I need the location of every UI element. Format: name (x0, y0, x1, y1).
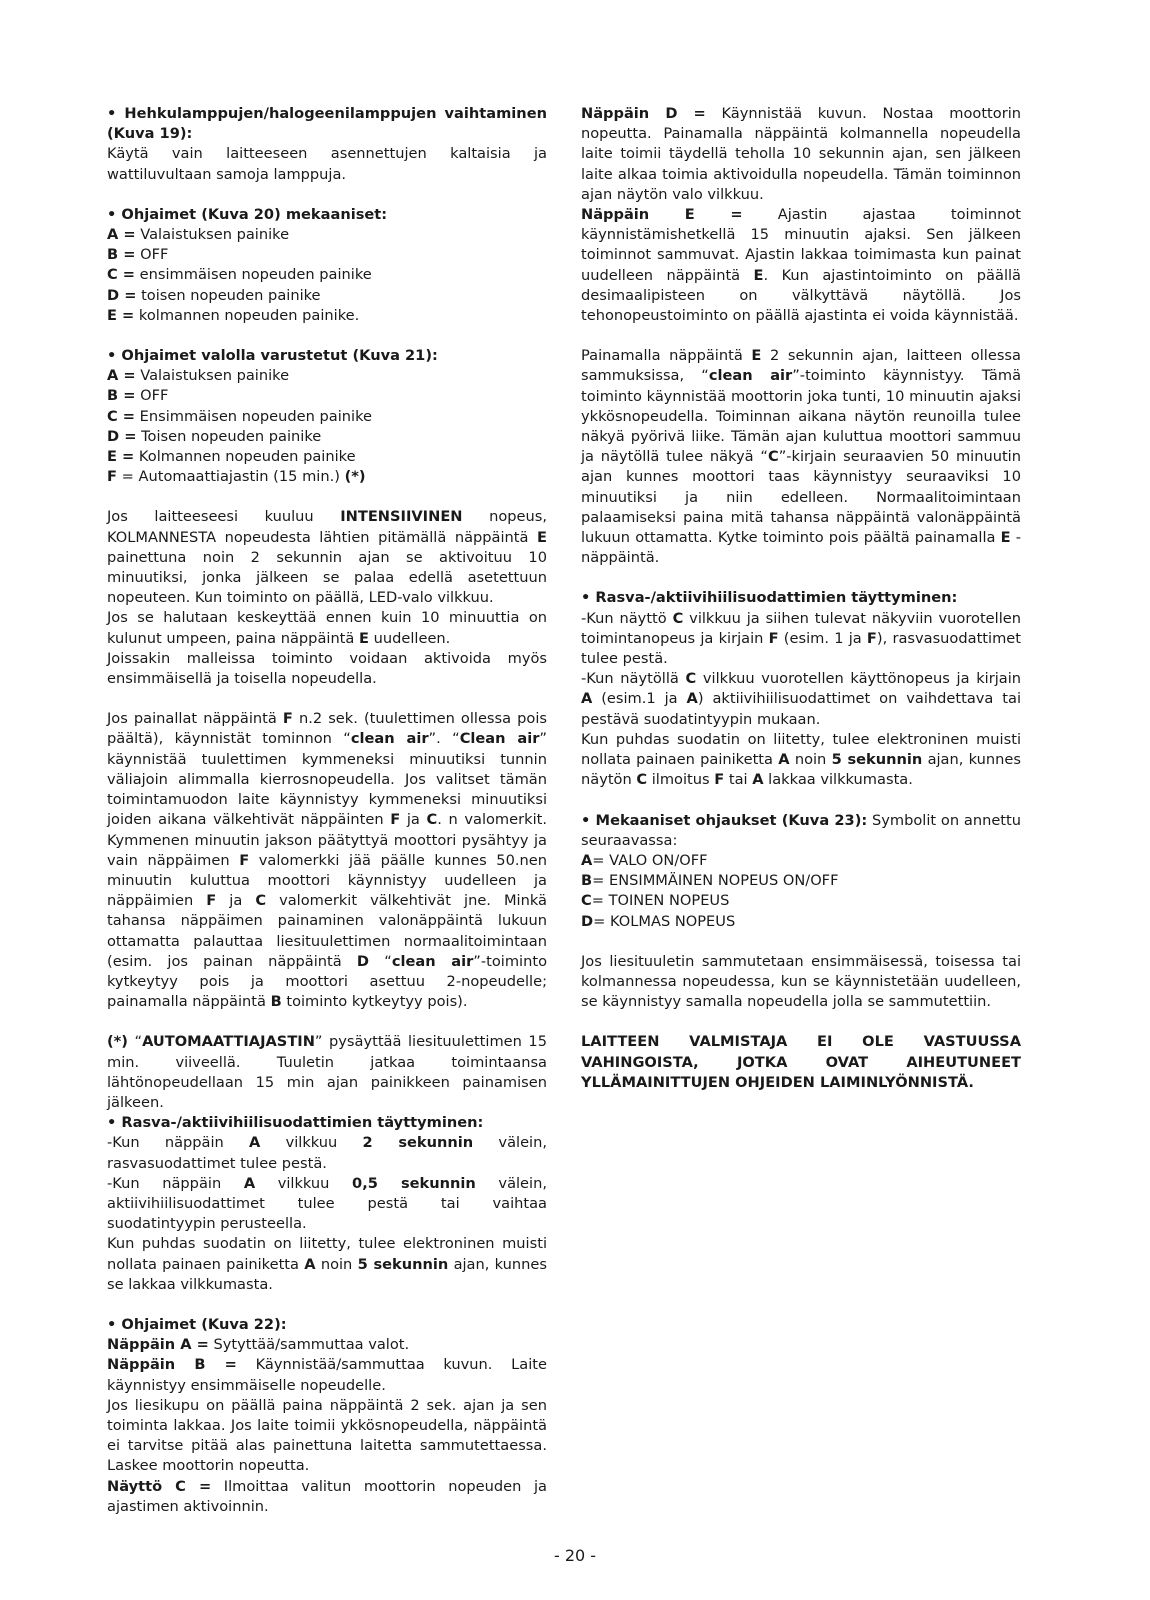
page-number: - 20 - (553, 1546, 597, 1565)
text-run: Ajastin ajastaa toiminnot käynnistämishetkellä 15 minuutin ajaksi. Sen jälkeen toiminnot sammuvat. Ajastin lakkaa toimimasta kun painat uudelleen näppäintä (581, 206, 1021, 284)
bold-text: (*) (107, 1033, 128, 1051)
text-run: ), rasvasuodattimet tulee pestä. (581, 629, 1021, 668)
item-key: D (581, 912, 594, 930)
text-run: ja (216, 892, 256, 910)
left-column (107, 104, 547, 1517)
text-run: tai (724, 771, 753, 789)
list-item (581, 912, 1021, 932)
list-item (107, 306, 547, 326)
item-value: Valaistuksen painike (135, 367, 290, 385)
item-key: A = (107, 367, 136, 385)
text-run: ilmoitus (647, 771, 715, 789)
item-key: C = (107, 407, 136, 425)
item-key: B = (107, 387, 136, 405)
bold-text: Näppäin A = (107, 1336, 209, 1354)
paragraph (107, 1174, 547, 1235)
section-heading: • Rasva-/aktiivihiilisuodattimien täyttyminen: (581, 589, 958, 607)
text-run: Symbolit on annettu seuraavassa: (581, 811, 1021, 849)
bold-text: C (255, 892, 267, 910)
item-value: = VALO ON/OFF (592, 851, 708, 869)
list-item (581, 871, 1021, 891)
control-list (107, 366, 547, 487)
paragraph (107, 507, 547, 608)
text-run: -Kun näppäin (107, 1134, 250, 1152)
bold-text: Näyttö C = (107, 1477, 212, 1495)
list-item (107, 467, 547, 487)
item-key: E = (107, 306, 135, 324)
paragraph (581, 346, 1021, 568)
text-run: (esim. 1 ja (778, 629, 867, 647)
text-run: Jos painallat näppäintä (107, 710, 283, 728)
text-run: Käynnistää/sammuttaa kuvun. Laite käynnistyy ensimmäiselle nopeudelle. (107, 1356, 547, 1394)
paragraph (107, 608, 547, 648)
bold-text: F (714, 771, 725, 789)
item-key: C = (107, 266, 136, 284)
text-run: valomerkit välkehtivät jne. Minkä tahansa näppäimen painaminen valonäppäintä lukuun ottamatta palauttaa liesituulettimen normaalitoimintaan (esim. jos painan näppäintä (107, 892, 548, 970)
text-run: ”-toiminto käynnistyy. Tämä toiminto käynnistää moottorin joka tunti, 10 minuutin ajaksi ykkösnopeudella. Toiminnan aikana näytön reunoilla tulee näkyä pyörivä liike. Tämän ajan kuluttua moottori sammuu ja näytöllä tulee näkyä “ (581, 367, 1022, 466)
text-run: -Kun näyttö (581, 609, 673, 627)
item-key: B = (107, 246, 136, 264)
item-value: Kolmannen nopeuden painike (134, 448, 356, 466)
bold-text: E (537, 528, 547, 546)
item-key: D = (107, 427, 137, 445)
text-run: “ (369, 952, 392, 970)
item-value: ensimmäisen nopeuden painike (135, 266, 372, 284)
text-run: -Kun näytöllä (581, 670, 686, 688)
item-value: Valaistuksen painike (135, 226, 290, 244)
paragraph (107, 1335, 547, 1355)
section-heading: • Ohjaimet (Kuva 20) mekaaniset: (107, 205, 388, 223)
bold-text: E (359, 629, 369, 647)
item-value: kolmannen nopeuden painike. (134, 306, 360, 324)
paragraph (581, 730, 1021, 791)
bold-text: A (304, 1255, 316, 1273)
text-run: vilkkuu (255, 1174, 353, 1192)
bold-text: AUTOMAATTIAJASTIN (142, 1033, 315, 1051)
paragraph (107, 1477, 547, 1517)
bold-text: C (767, 448, 779, 466)
text-run: nopeus, KOLMANNESTA nopeudesta lähtien pitämällä näppäintä (107, 508, 547, 546)
paragraph (107, 1133, 547, 1173)
item-value: = TOINEN NOPEUS (591, 892, 730, 910)
bold-text: A (249, 1134, 261, 1152)
bold-text: INTENSIIVINEN (340, 508, 463, 526)
text-run: “ (127, 1033, 143, 1051)
text-run: ajan, kunnes se lakkaa vilkkumasta. (107, 1255, 547, 1293)
text-run: toiminto kytkeytyy pois). (281, 993, 468, 1011)
right-column (581, 104, 1021, 1093)
text-run: noin (315, 1255, 358, 1273)
paragraph (107, 1396, 547, 1477)
bold-text: F (282, 710, 293, 728)
item-value: Ensimmäisen nopeuden painike (135, 407, 372, 425)
list-item (107, 407, 547, 427)
symbol-list (581, 851, 1021, 932)
text-run: ” pysäyttää liesituulettimen 15 min. viiveellä. Tuuletin jatkaa toimintaansa lähtönopeudellaan 15 min ajan painikkeen painamisen jälkeen. (107, 1033, 547, 1111)
list-item (107, 245, 547, 265)
list-item (107, 286, 547, 306)
text-run: 2 sekunnin ajan, laitteen ollessa sammuksissa, “ (581, 347, 1021, 385)
text-run: Sytyttää/sammuttaa valot. (208, 1336, 410, 1354)
bold-text: A (752, 771, 764, 789)
list-item (107, 366, 547, 386)
bold-text: 5 sekunnin (831, 751, 923, 769)
item-value: = Automaattiajastin (15 min.) (116, 468, 345, 486)
item-key: D = (107, 286, 137, 304)
item-value: = ENSIMMÄINEN NOPEUS ON/OFF (592, 872, 839, 890)
list-item (107, 265, 547, 285)
section-heading: • Ohjaimet (Kuva 22): (107, 1315, 287, 1333)
paragraph: Käytä vain laitteeseen asennettujen kaltaisia ja wattiluvultaan samoja lamppuja. (107, 145, 547, 183)
section-heading: • Ohjaimet valolla varustetut (Kuva 21): (107, 347, 438, 365)
footnote-marker: (*) (344, 468, 366, 486)
bold-text: A (686, 690, 698, 708)
item-value: OFF (135, 387, 169, 405)
text-run: Kun puhdas suodatin on liitetty, tulee elektroninen muisti nollata painaen painiketta (107, 1235, 547, 1273)
text-run: ) aktiivihiilisuodattimet on vaihdettava tai pestävä suodatintyypin mukaan. (581, 690, 1022, 728)
control-list (107, 225, 547, 326)
text-run: painettuna noin 2 sekunnin ajan se aktivoituu 10 minuutiksi, jonka jälkeen se palaa edellä asetettuun nopeuteen. Kun toiminto on päällä, LED-valo vilkkuu. (107, 548, 547, 607)
section-heading: • Rasva-/aktiivihiilisuodattimien täyttyminen: (107, 1114, 484, 1132)
paragraph (581, 609, 1021, 670)
item-key: A = (107, 226, 136, 244)
text-run: ”-toiminto kytkeytyy pois ja moottori asettuu 2-nopeudelle; painamalla näppäintä (107, 952, 547, 1011)
bold-text: clean air (708, 367, 793, 385)
text-run: vilkkuu vuorotellen käyttönopeus ja kirjain (696, 670, 1021, 688)
bold-text: clean air (350, 730, 429, 748)
bold-text: Clean air (459, 730, 540, 748)
paragraph (107, 1032, 547, 1113)
text-run: -näppäintä. (581, 529, 1021, 567)
text-run: n.2 sek. (tuulettimen ollessa pois päältä), käynnistät tominnon “ (107, 710, 547, 748)
paragraph (107, 1355, 547, 1395)
bold-text: A (778, 751, 790, 769)
text-run: uudelleen. (368, 629, 451, 647)
text-run: -Kun näppäin (107, 1174, 244, 1192)
item-key: F (107, 468, 117, 486)
item-key: C (581, 892, 592, 910)
bold-text: • Mekaaniset ohjaukset (Kuva 23): (581, 811, 868, 829)
item-value: = KOLMAS NOPEUS (593, 912, 736, 930)
paragraph (581, 104, 1021, 205)
text-run: Ilmoittaa valitun moottorin nopeuden ja ajastimen aktivoinnin. (107, 1477, 547, 1515)
bold-text: C (685, 670, 697, 688)
item-key: A (581, 851, 593, 869)
bold-text: A (581, 690, 593, 708)
text-run: (esim.1 ja (592, 690, 687, 708)
list-item (581, 891, 1021, 911)
item-key: E = (107, 448, 135, 466)
text-run: lakkaa vilkkumasta. (763, 771, 913, 789)
text-run: Kun puhdas suodatin on liitetty, tulee elektroninen muisti nollata painaen painiketta (581, 730, 1021, 769)
text-run: Jos se halutaan keskeyttää ennen kuin 10 minuuttia on kulunut umpeen, paina näppäintä (107, 609, 547, 647)
list-item (107, 447, 547, 467)
section-heading: • Hehkulamppujen/halogeenilamppujen vaihtaminen (Kuva 19): (107, 105, 547, 143)
text-run: Käynnistää kuvun. Nostaa moottorin nopeutta. Painamalla näppäintä kolmannella nopeudella laite toimii täydellä teholla 10 sekunnin ajan, sen jälkeen laite alkaa toimia aktivoidulla nopeudella. Tämän toiminnon ajan näytön valo vilkkuu. (581, 105, 1021, 203)
paragraph (107, 709, 547, 1012)
text-run: välein, rasvasuodattimet tulee pestä. (107, 1134, 547, 1172)
bold-text: D (356, 952, 370, 970)
bold-text: E (753, 266, 764, 284)
bold-text: C (636, 771, 648, 789)
bold-text: 0,5 sekunnin (352, 1174, 476, 1192)
text-run: vilkkuu ja siihen tulevat näkyviin vuorotellen toimintanopeus ja kirjain (581, 609, 1021, 647)
bold-text: Näppäin B = (107, 1356, 237, 1374)
bold-text: B (270, 993, 282, 1011)
item-value: OFF (135, 246, 169, 264)
list-item (107, 225, 547, 245)
bold-text: F (866, 629, 877, 647)
text-run: noin (789, 751, 832, 769)
text-run: . Kun ajastintoiminto on päällä desimaalipisteen on välkyttävä näytöllä. Jos tehonopeustoiminto on päällä ajastinta ei voida käynnistää. (581, 266, 1021, 325)
paragraph (107, 1234, 547, 1295)
paragraph (581, 952, 1021, 1013)
text-run: Jos liesikupu on päällä paina näppäintä 2 sek. ajan ja sen toiminta lakkaa. Jos laite toimii ykkösnopeudella, näppäintä ei tarvitse pitää alas painettuna laitetta sammutettaessa. Laskee moottorin nopeutta. (107, 1396, 547, 1475)
text-run: Joissakin malleissa toiminto voidaan aktivoida myös ensimmäisellä ja toisella nopeudella. (107, 649, 547, 688)
paragraph (581, 669, 1021, 730)
text-run: välein, aktiivihiilisuodattimet tulee pestä tai vaihtaa suodatintyypin perusteella. (107, 1174, 547, 1233)
bold-text: F (206, 892, 217, 910)
list-item (107, 386, 547, 406)
bold-text: E (751, 347, 762, 365)
bold-text: 2 sekunnin (362, 1134, 474, 1152)
text-run: ja (400, 811, 427, 829)
text-run: ” käynnistää tuulettimen kymmeneksi minuutiksi tunnin väliajoin alimmalla kierrosnopeudella. Jos valitset tämän toimintamuodon laite käynnistyy kymmeneksi minuutiksi joiden aikana välkehtivät näppäinten (107, 730, 547, 829)
text-run: Jos laitteeseesi kuuluu (107, 508, 341, 526)
paragraph (581, 205, 1021, 326)
text-run: ”-kirjain seuraavien 50 minuutin ajan kunnes moottori taas käynnistyy seuraaviksi 10 minuutiksi ja niin edelleen. Normaalitoimintaan palaamiseksi paina mitä tahansa näppäintä valonäppäintä lukuun ottamatta. Kytke toiminto pois päältä painamalla (581, 448, 1021, 547)
bold-text: Näppäin D = (581, 105, 706, 122)
bold-text: 5 sekunnin (357, 1255, 449, 1273)
text-run: Jos liesituuletin sammutetaan ensimmäisessä, toisessa tai kolmannessa nopeudessa, kun se käynnistetään uudelleen, se käynnistyy samalla nopeudella jolla se sammutettiin. (581, 952, 1021, 1011)
bold-text: C (426, 811, 438, 829)
text-run: valomerkki jää päälle kunnes 50.nen minuutin kuluttua moottori käynnistyy uudelleen ja näppäimien (107, 851, 547, 910)
paragraph (581, 811, 1021, 851)
paragraph (107, 649, 547, 689)
item-value: toisen nopeuden painike (136, 286, 321, 304)
item-value: Toisen nopeuden painike (136, 427, 322, 445)
item-key: B (581, 872, 593, 890)
bold-text: E (1000, 529, 1011, 547)
text-run: vilkkuu (260, 1134, 363, 1152)
list-item (107, 427, 547, 447)
bold-text: C (672, 609, 684, 627)
text-run: ”. “ (428, 730, 460, 748)
bold-text: clean air (391, 952, 474, 970)
bold-text: F (768, 629, 779, 647)
warning-notice: LAITTEEN VALMISTAJA EI OLE VASTUUSSA VAHINGOISTA, JOTKA OVAT AIHEUTUNEET YLLÄMAINITTUJEN OHJEIDEN LAIMINLYÖNNISTÄ. (581, 1033, 1021, 1091)
bold-text: Näppäin E = (581, 206, 743, 224)
bold-text: A (243, 1174, 256, 1192)
text-run: ajan, kunnes näytön (581, 751, 1021, 789)
text-run: Painamalla näppäintä (581, 347, 752, 365)
text-run: . n valomerkit. Kymmenen minuutin jakson päätyttyä moottori pysähtyy ja vain näppäimen (107, 811, 547, 869)
bold-text: F (239, 851, 250, 869)
list-item (581, 851, 1021, 871)
bold-text: F (390, 811, 401, 829)
